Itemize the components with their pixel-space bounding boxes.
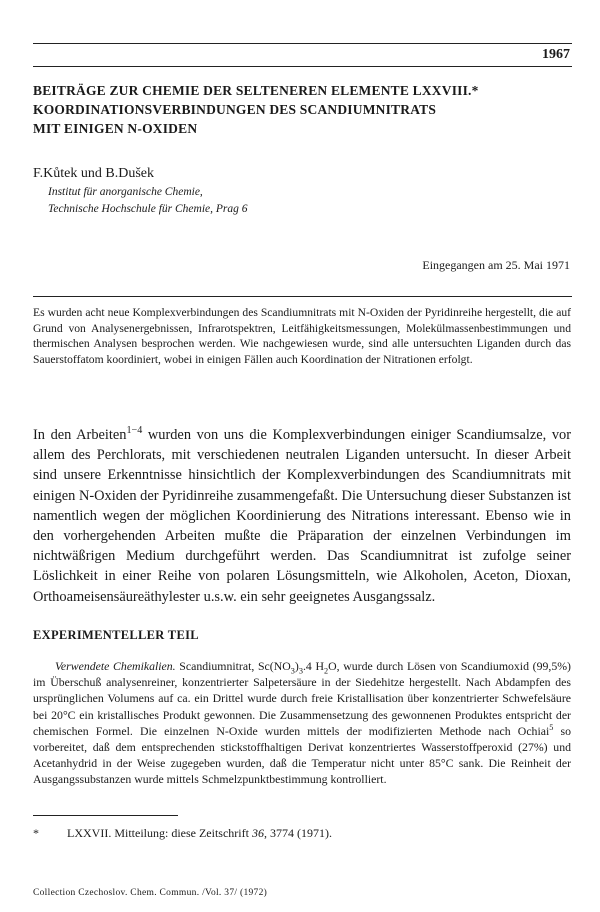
journal-footer: Collection Czechoslov. Chem. Commun. /Vol. 37/ (1972) bbox=[33, 888, 268, 898]
exp-ref-superscript: 5 bbox=[549, 722, 554, 732]
received-date: Eingegangen am 25. Mai 1971 bbox=[422, 258, 570, 272]
section-heading: EXPERIMENTELLER TEIL bbox=[33, 628, 199, 642]
affiliation-line-2: Technische Hochschule für Chemie, Prag 6 bbox=[48, 203, 248, 215]
footnote-marker: * bbox=[33, 826, 39, 840]
exp-text-4: O, wurde durch Lösen von Scandiumoxid (99,5%) im Überschuß analysenreiner, konzentrierter Salpetersäure in der Siedehitze hergestellt. Nach Abdampfen des ursprünglichen Volumens auf ca. ein Drittel wurde durch freie Kristallisation über konzentrierter Schwefelsäure bei 20°C ein kristallisches Produkt gewonnen. Die Zusammensetzung des gewonnenen Produktes entspricht der chemischen Formel. Die einzelnen N-Oxide wurden mittels der modifizierten Methode nach Ochiai bbox=[33, 659, 571, 738]
affiliation-line-1: Institut für anorganische Chemie, bbox=[48, 186, 203, 198]
exp-sub-1: 3 bbox=[290, 666, 295, 676]
page-number: 1967 bbox=[542, 47, 570, 62]
footnote-rule bbox=[33, 815, 178, 816]
header-rule bbox=[33, 66, 572, 67]
exp-text-2: ) bbox=[294, 659, 299, 673]
exp-text-5: so vorbereitet, daß dem entsprechenden stickstoffhaltigen Derivat konzentriertes Wasserstoffperoxid (27%) und Acetanhydrid in der Weise zugegeben wurden, daß die Temperatur nicht unter 85°C sank. Die Reinheit der Ausgangssubstanzen wurde mittels Schmelzpunktbestimmung kontrolliert. bbox=[33, 723, 571, 787]
footnote bbox=[33, 826, 571, 841]
footnote-text-2: , 3774 (1971). bbox=[263, 826, 332, 840]
article-title-line-1: BEITRÄGE ZUR CHEMIE DER SELTENEREN ELEMENTE LXXVIII.* bbox=[33, 83, 479, 98]
abstract-rule bbox=[33, 296, 572, 297]
authors: F.Kůtek und B.Dušek bbox=[33, 166, 154, 181]
footnote-text-1: LXXVII. Mitteilung: diese Zeitschrift bbox=[67, 826, 252, 840]
intro-text-2: wurden von uns die Komplexverbindungen einiger Scandiumsalze, vor allem des Perchlorats, mit verschiedenen neutralen Liganden untersucht. In dieser Arbeit sind unsere Erkenntnisse hinsichtlich der Komplexverbindungen des Scandiumnitrats mit einigen N-Oxiden der Pyridinreihe zusammengefaßt. Die Untersuchung dieser Substanzen ist namentlich wegen der möglichen Koordinierung des Nitrations interessant. Ebenso wie in den vorhergehenden Arbeiten mußte die Präparation der einzelnen Verbindungen im nichtwäßrigen Medium durchgeführt werden. Das Scandiumnitrat ist zufolge seiner Löslichkeit in einer Reihe von polaren Lösungsmitteln, wie Alkoholen, Aceton, Dioxan, Orthoameisensäureäthylester u.s.w. ein sehr geeignetes Ausgangssalz. bbox=[33, 427, 571, 605]
top-rule bbox=[33, 43, 572, 44]
abstract: Es wurden acht neue Komplexverbindungen des Scandiumnitrats mit N-Oxiden der Pyridinreihe hergestellt, die auf Grund von Analysenergebnissen, Infrarotspektren, Leitfähigkeitsmessungen, Molekülmassenbestimmungen und thermischen Analysen besprochen werden. Wie nachgewiesen wurde, sind alle untersuchten Liganden durch das Sauerstoffatom koordiniert, wobei in einigen Fällen auch Koordination der Nitrationen erfolgt. bbox=[33, 306, 571, 366]
footnote-volume: 36 bbox=[251, 826, 264, 840]
article-title-line-2: KOORDINATIONSVERBINDUNGEN DES SCANDIUMNITRATS bbox=[33, 102, 437, 117]
exp-text-3: .4 H bbox=[302, 659, 324, 673]
exp-sub-3: 2 bbox=[324, 666, 329, 676]
introduction-paragraph bbox=[33, 425, 571, 607]
article-title-line-3: MIT EINIGEN N-OXIDEN bbox=[33, 121, 198, 136]
exp-text-1: Scandiumnitrat, Sc(NO bbox=[175, 659, 291, 673]
intro-text-1: In den Arbeiten bbox=[33, 427, 127, 443]
chemicals-label: Verwendete Chemikalien. bbox=[55, 659, 176, 673]
intro-ref-superscript: 1−4 bbox=[126, 425, 143, 437]
experimental-paragraph bbox=[33, 658, 571, 788]
exp-sub-2: 3 bbox=[298, 666, 303, 676]
